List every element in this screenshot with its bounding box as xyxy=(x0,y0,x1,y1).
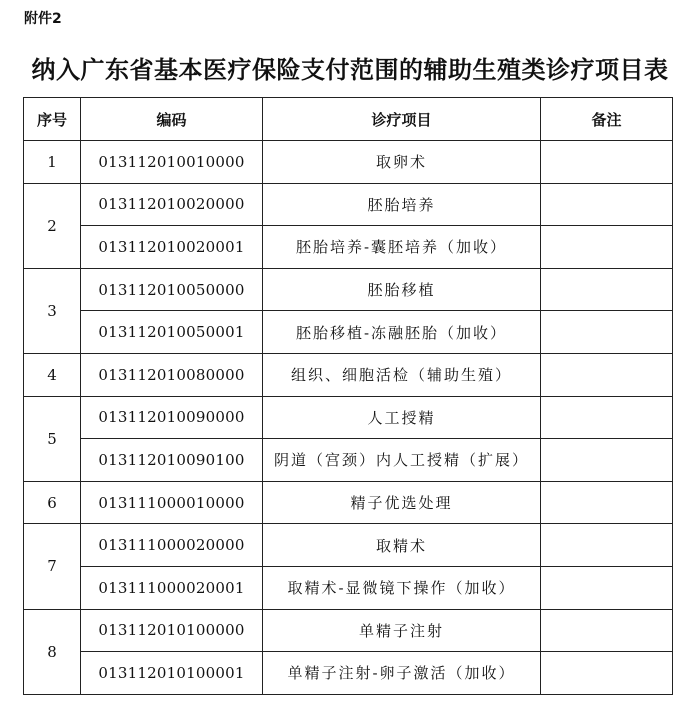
row-code: 013111000010000 xyxy=(81,481,263,524)
row-code: 013112010080000 xyxy=(81,353,263,396)
procedure-table xyxy=(23,97,673,695)
row-index: 1 xyxy=(24,141,81,184)
header-remark: 备注 xyxy=(541,98,673,141)
row-remark xyxy=(541,566,673,609)
row-code: 013111000020001 xyxy=(81,566,263,609)
row-remark xyxy=(541,609,673,652)
row-item: 组织、细胞活检（辅助生殖） xyxy=(263,353,541,396)
row-remark xyxy=(541,141,673,184)
table-header-row xyxy=(24,98,673,141)
header-code: 编码 xyxy=(81,98,263,141)
row-index: 7 xyxy=(24,524,81,609)
row-item: 胚胎培养 xyxy=(263,183,541,226)
table-row xyxy=(24,439,673,482)
row-item: 胚胎移植 xyxy=(263,268,541,311)
row-index: 8 xyxy=(24,609,81,694)
table-row xyxy=(24,226,673,269)
row-remark xyxy=(541,396,673,439)
row-remark xyxy=(541,652,673,695)
row-item: 取精术-显微镜下操作（加收） xyxy=(263,566,541,609)
row-remark xyxy=(541,183,673,226)
row-index: 6 xyxy=(24,481,81,524)
row-item: 胚胎移植-冻融胚胎（加收） xyxy=(263,311,541,354)
row-code: 013112010100000 xyxy=(81,609,263,652)
row-item: 取精术 xyxy=(263,524,541,567)
row-index: 4 xyxy=(24,353,81,396)
table-row xyxy=(24,183,673,226)
table-row xyxy=(24,524,673,567)
row-remark xyxy=(541,268,673,311)
row-item: 单精子注射-卵子激活（加收） xyxy=(263,652,541,695)
document-title: 纳入广东省基本医疗保险支付范围的辅助生殖类诊疗项目表 xyxy=(31,56,669,84)
row-code: 013112010020001 xyxy=(81,226,263,269)
attachment-label: 附件2 xyxy=(24,11,62,27)
row-code: 013112010050001 xyxy=(81,311,263,354)
header-item: 诊疗项目 xyxy=(263,98,541,141)
row-code: 013112010010000 xyxy=(81,141,263,184)
table-row xyxy=(24,141,673,184)
table-row xyxy=(24,652,673,695)
row-code: 013111000020000 xyxy=(81,524,263,567)
table-row xyxy=(24,311,673,354)
row-item: 阴道（宫颈）内人工授精（扩展） xyxy=(263,439,541,482)
row-item: 单精子注射 xyxy=(263,609,541,652)
row-code: 013112010020000 xyxy=(81,183,263,226)
row-remark xyxy=(541,311,673,354)
table-row xyxy=(24,566,673,609)
row-item: 取卵术 xyxy=(263,141,541,184)
row-remark xyxy=(541,353,673,396)
row-index: 2 xyxy=(24,183,81,268)
row-remark xyxy=(541,481,673,524)
row-code: 013112010050000 xyxy=(81,268,263,311)
table-row xyxy=(24,609,673,652)
table-row xyxy=(24,396,673,439)
row-index: 5 xyxy=(24,396,81,481)
row-remark xyxy=(541,524,673,567)
row-code: 013112010100001 xyxy=(81,652,263,695)
table-row xyxy=(24,481,673,524)
table-row xyxy=(24,353,673,396)
header-index: 序号 xyxy=(24,98,81,141)
row-remark xyxy=(541,226,673,269)
row-remark xyxy=(541,439,673,482)
table-row xyxy=(24,268,673,311)
row-item: 精子优选处理 xyxy=(263,481,541,524)
row-item: 胚胎培养-囊胚培养（加收） xyxy=(263,226,541,269)
row-code: 013112010090000 xyxy=(81,396,263,439)
row-item: 人工授精 xyxy=(263,396,541,439)
row-code: 013112010090100 xyxy=(81,439,263,482)
table-body xyxy=(24,141,673,695)
row-index: 3 xyxy=(24,268,81,353)
